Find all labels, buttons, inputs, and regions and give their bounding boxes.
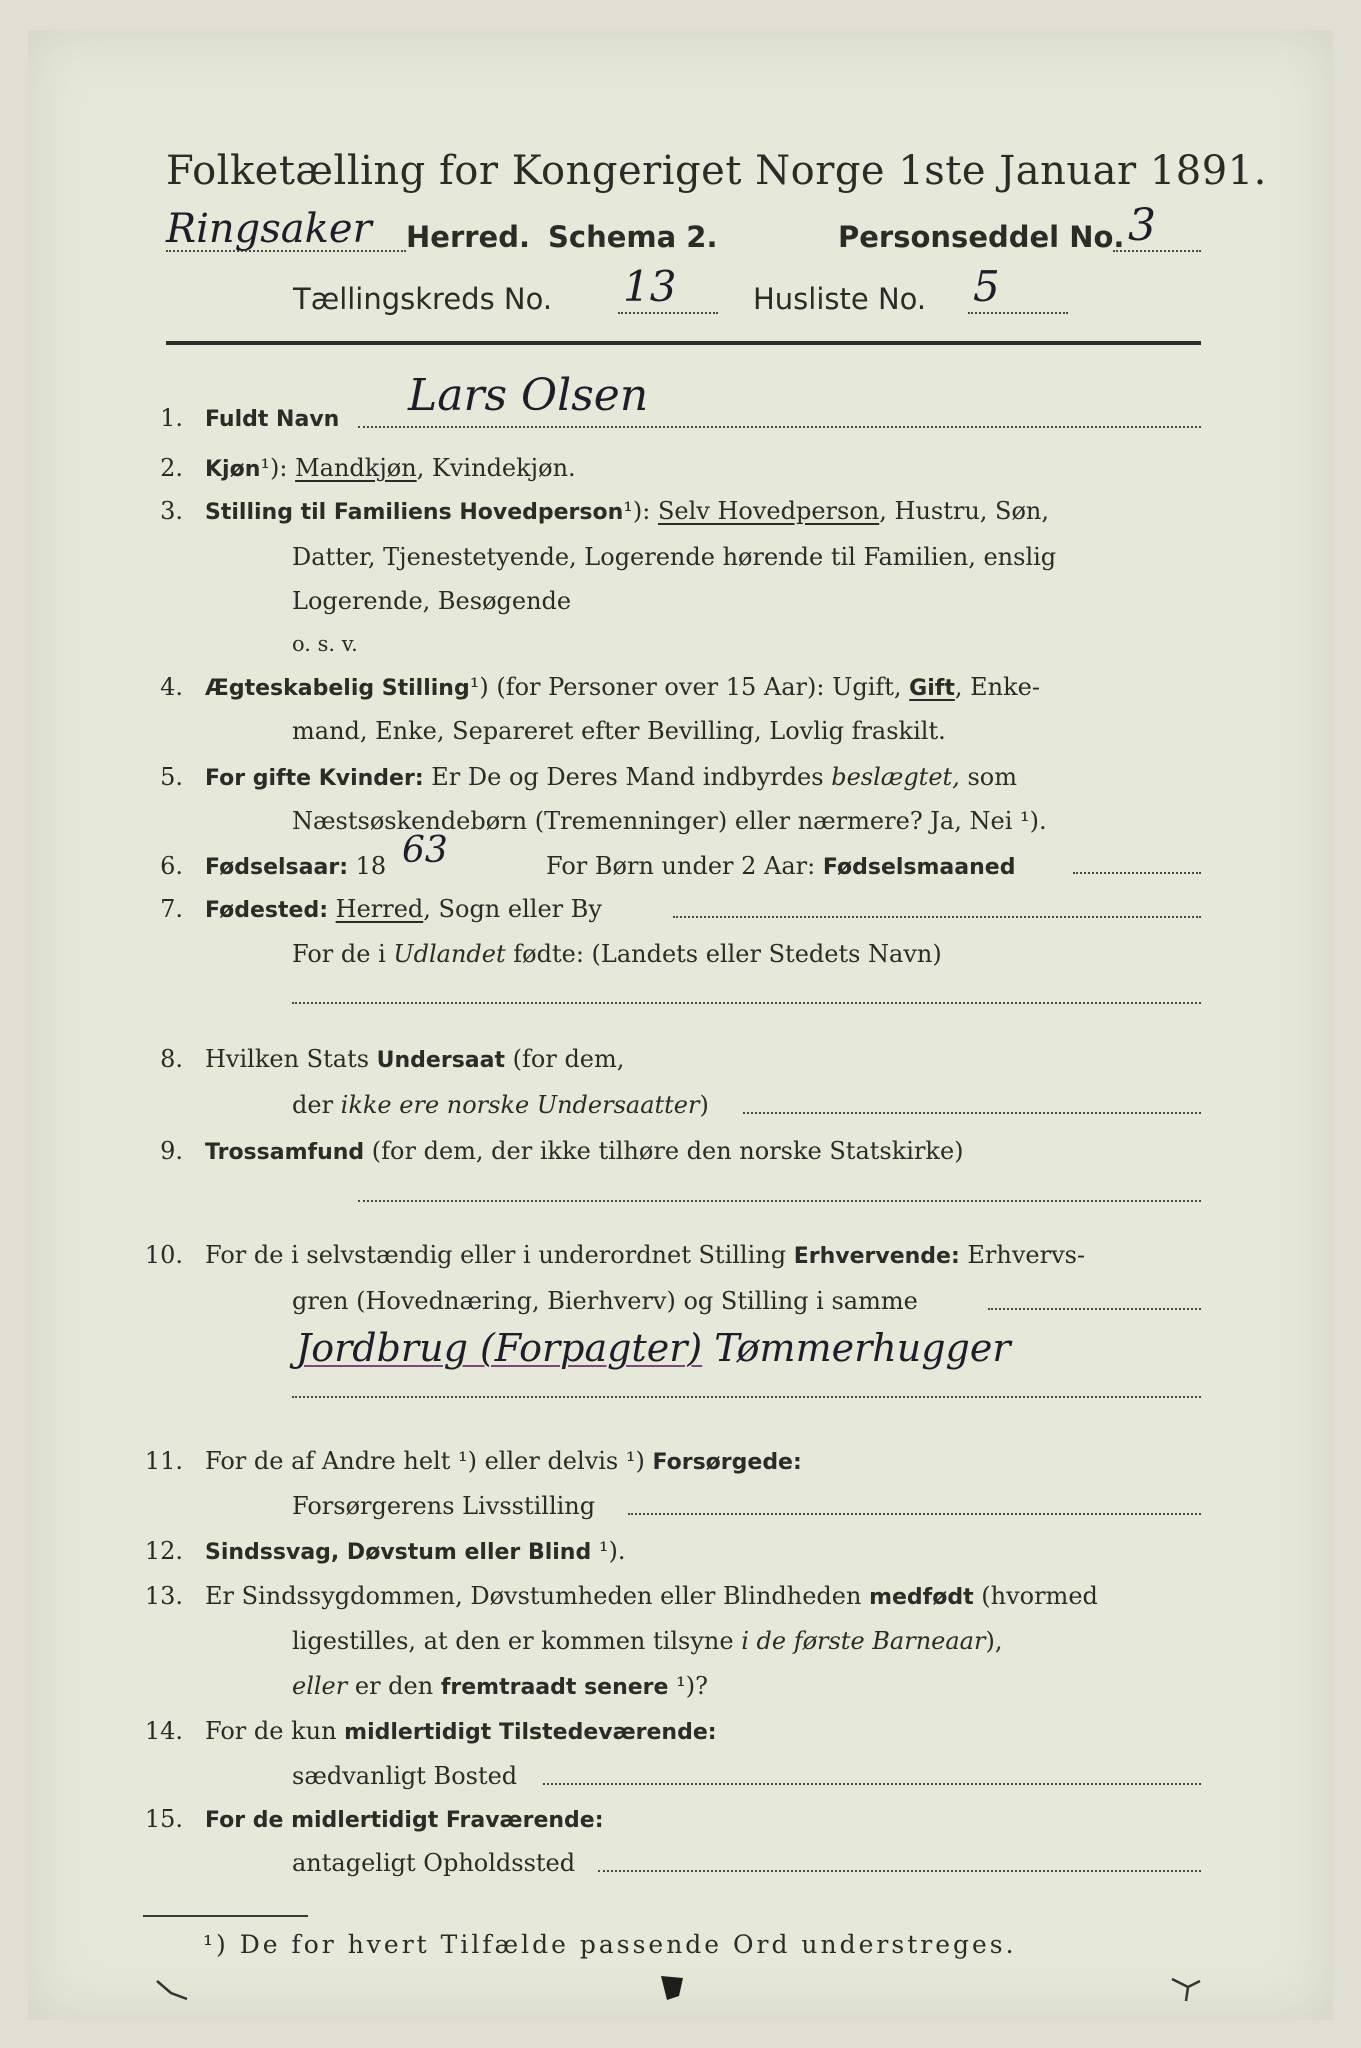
item-9: 9. Trossamfund (for dem, der ikke tilhøre den norske Statskirke) bbox=[160, 1137, 964, 1165]
item-8-dotted-line bbox=[743, 1112, 1201, 1114]
item-1: 1. Fuldt Navn bbox=[160, 404, 340, 432]
item-14-dotted-line bbox=[543, 1783, 1201, 1785]
item-13-line-2: ligestilles, at den er kommen tilsyne i de første Barneaar), bbox=[292, 1627, 1003, 1655]
taellingskreds-label: Tællingskreds No. bbox=[293, 282, 553, 316]
corner-mark-left bbox=[153, 1975, 193, 2005]
kjon-selected: Mandkjøn bbox=[295, 454, 417, 482]
husliste-label: Husliste No. bbox=[753, 282, 927, 316]
personseddel-number: 3 bbox=[1128, 200, 1156, 251]
civil-status-selected: Gift bbox=[909, 676, 955, 701]
item-4-line-2: mand, Enke, Separeret efter Bevilling, Lovlig fraskilt. bbox=[292, 717, 946, 745]
birthplace-selected: Herred bbox=[335, 895, 424, 923]
item-15: 15. For de midlertidigt Fraværende: bbox=[144, 1805, 604, 1833]
husliste-dotted-line bbox=[968, 312, 1068, 314]
item-2: 2. Kjøn¹): Mandkjøn, Kvindekjøn. bbox=[160, 454, 576, 482]
birth-year-handwritten: 63 bbox=[402, 830, 448, 871]
item-5: 5. For gifte Kvinder: Er De og Deres Mand indbyrdes beslægtet, som bbox=[160, 763, 1017, 791]
personseddel-dotted-line bbox=[1113, 250, 1201, 252]
item-4: 4. Ægteskabelig Stilling¹) (for Personer over 15 Aar): Ugift, Gift, Enke- bbox=[160, 673, 1040, 701]
item-7-dotted-line bbox=[292, 1002, 1201, 1004]
item-3-line-2: Datter, Tjenestetyende, Logerende hørende til Familien, enslig bbox=[292, 543, 1057, 571]
item-10-line-2: gren (Hovednæring, Bierhverv) og Stilling i samme bbox=[292, 1287, 918, 1315]
schema-label: Schema 2. bbox=[548, 220, 718, 254]
item-15-dotted-line bbox=[598, 1870, 1201, 1872]
herred-label: Herred. bbox=[406, 220, 530, 254]
item-10-dotted-line bbox=[988, 1308, 1201, 1310]
item-3-line-3: Logerende, Besøgende bbox=[292, 587, 572, 615]
occupation-dotted-line bbox=[292, 1396, 1201, 1398]
census-form-page bbox=[28, 30, 1333, 2020]
item-12: 12. Sindssvag, Døvstum eller Blind ¹). bbox=[144, 1537, 626, 1565]
corner-mark-right bbox=[1168, 1975, 1208, 2005]
item-11: 11. For de af Andre helt ¹) eller delvis ¹) Forsørgede: bbox=[144, 1447, 802, 1475]
name-handwritten: Lars Olsen bbox=[408, 370, 649, 421]
item-15-line-2: antageligt Opholdssted bbox=[292, 1849, 576, 1877]
item-8-line-2: der ikke ere norske Undersaatter) bbox=[292, 1091, 709, 1119]
personseddel-label: Personseddel No. bbox=[838, 220, 1125, 254]
name-dotted-line bbox=[358, 426, 1201, 428]
item-7-line-2: For de i Udlandet fødte: (Landets eller Stedets Navn) bbox=[292, 940, 942, 968]
item-13: 13. Er Sindssygdommen, Døvstumheden eller Blindheden medfødt (hvormed bbox=[144, 1582, 1098, 1610]
item-11-line-2: Forsørgerens Livsstilling bbox=[292, 1492, 596, 1520]
header-rule bbox=[166, 341, 1201, 345]
footnote: ¹) De for hvert Tilfælde passende Ord understreges. bbox=[203, 1930, 1017, 1959]
herred-handwritten: Ringsaker bbox=[166, 206, 372, 252]
occupation-handwritten: Jordbrug (Forpagter) Tømmerhugger bbox=[296, 1326, 1011, 1370]
item-6: 6. Fødselsaar: 18 bbox=[160, 852, 387, 880]
item-5-line-2: Næstsøskendebørn (Tremenninger) eller nærmere? Ja, Nei ¹). bbox=[292, 807, 1047, 835]
item-10: 10. For de i selvstændig eller i underordnet Stilling Erhvervende: Erhvervs- bbox=[144, 1241, 1086, 1269]
item-8: 8. Hvilken Stats Undersaat (for dem, bbox=[160, 1045, 625, 1073]
husliste-number: 5 bbox=[973, 262, 1000, 311]
birth-month-dotted-line bbox=[1073, 872, 1201, 874]
item-14-line-2: sædvanligt Bosted bbox=[292, 1762, 518, 1790]
herred-dotted-line bbox=[166, 250, 406, 252]
item-9-dotted-line bbox=[358, 1200, 1201, 1202]
item-14: 14. For de kun midlertidigt Tilstedeværende: bbox=[144, 1717, 717, 1745]
footnote-rule bbox=[143, 1915, 308, 1917]
item-3-line-4: o. s. v. bbox=[292, 632, 358, 656]
taellingskreds-dotted-line bbox=[618, 312, 718, 314]
ink-blot-mark bbox=[653, 1970, 693, 2010]
item-11-dotted-line bbox=[628, 1513, 1201, 1515]
taellingskreds-number: 13 bbox=[623, 262, 677, 311]
item-13-line-3: eller er den fremtraadt senere ¹)? bbox=[292, 1672, 708, 1700]
stilling-selected: Selv Hovedperson bbox=[657, 497, 880, 525]
form-title: Folketælling for Kongeriget Norge 1ste Januar 1891. bbox=[166, 148, 1267, 194]
item-7: 7. Fødested: Herred, Sogn eller By bbox=[160, 895, 602, 923]
item-3: 3. Stilling til Familiens Hovedperson¹): Selv Hovedperson, Hustru, Søn, bbox=[160, 497, 1050, 525]
item-6-born-label: For Børn under 2 Aar: Fødselsmaaned bbox=[546, 852, 1016, 880]
birthplace-dotted-line bbox=[673, 916, 1201, 918]
